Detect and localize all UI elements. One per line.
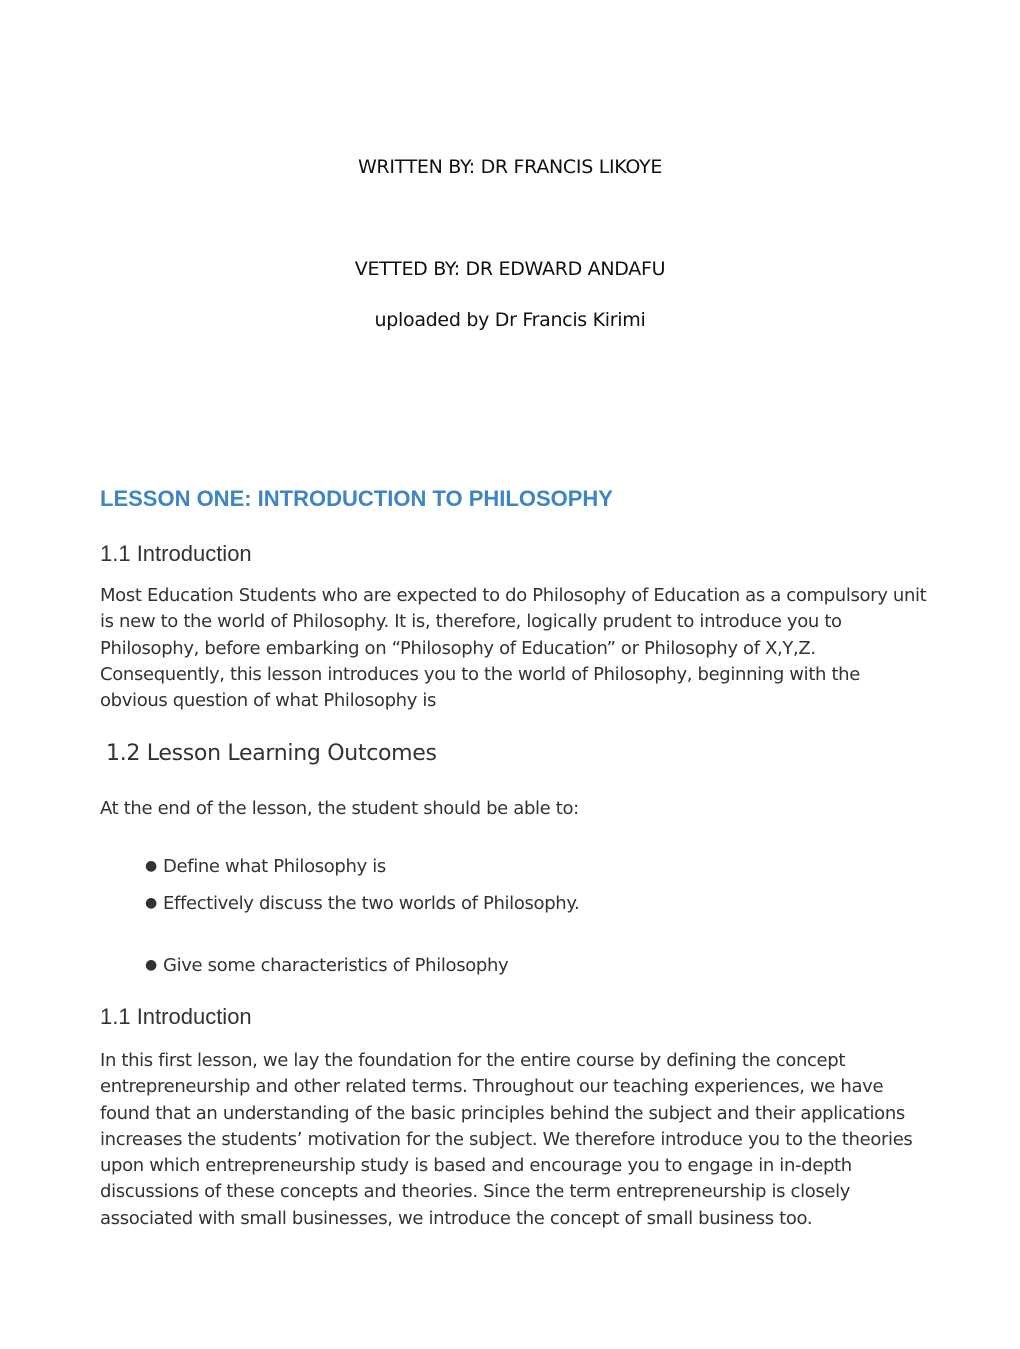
bullet-icon: ● [145, 858, 157, 874]
section-heading-introduction-2: 1.1 Introduction [100, 1004, 252, 1029]
uploaded-by-line: uploaded by Dr Francis Kirimi [374, 309, 646, 331]
list-item: ● Define what Philosophy is [145, 856, 386, 877]
introduction-paragraph: Most Education Students who are expected to do Philosophy of Education as a compulsory unit is new to the world of Philosophy. It is, therefore, logically prudent to introduce you to Philosophy, before embarking on “Philosophy of Education” or Philosophy of X,Y,Z. Consequently, this lesson introduces you to the world of Philosophy, beginning with the obvious question of what Philosophy is [100, 585, 927, 712]
written-by-line: WRITTEN BY: DR FRANCIS LIKOYE [357, 156, 663, 178]
section-heading-learning-outcomes: 1.2 Lesson Learning Outcomes [106, 741, 437, 766]
bullet-icon: ● [145, 957, 157, 973]
vetted-by-line: VETTED BY: DR EDWARD ANDAFU [354, 258, 666, 280]
bullet-icon: ● [145, 895, 157, 911]
section-heading-introduction: 1.1 Introduction [100, 541, 252, 566]
list-item: ● Effectively discuss the two worlds of Philosophy. [145, 893, 580, 914]
list-item: ● Give some characteristics of Philosophy [145, 955, 509, 976]
lesson-title: LESSON ONE: INTRODUCTION TO PHILOSOPHY [100, 486, 613, 511]
learning-outcomes-intro: At the end of the lesson, the student should be able to: [100, 798, 579, 819]
introduction-paragraph-2: In this first lesson, we lay the foundation for the entire course by defining the concept entrepreneurship and other related terms. Throughout our teaching experiences, we have found that an understanding of the basic principles behind the subject and their applications increases the students’ motivation for the subject. We therefore introduce you to the theories upon which entrepreneurship study is based and encourage you to engage in in-depth discussions of these concepts and theories. Since the term entrepreneurship is closely associated with small businesses, we introduce the concept of small business too. [100, 1050, 913, 1229]
